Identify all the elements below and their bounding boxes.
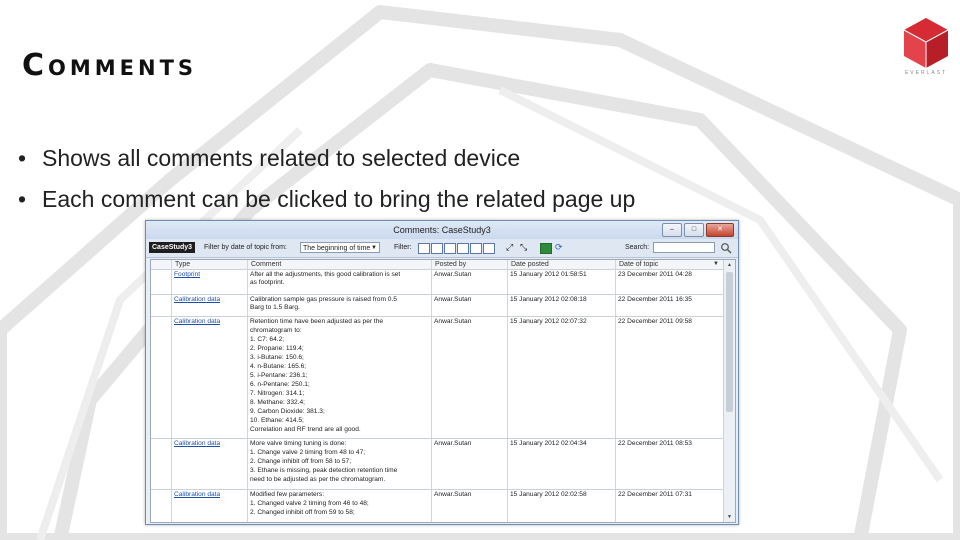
filter-date-value: The beginning of time [303, 245, 371, 252]
table-row[interactable] [151, 490, 723, 522]
filter-type-icon[interactable] [483, 243, 495, 254]
comment-line: 5. i-Pentane: 236.1; [250, 372, 308, 379]
filter-type-icon[interactable] [418, 243, 430, 254]
date-topic: 23 December 2011 04:28 [618, 271, 692, 278]
collapse-icon[interactable]: ⤡ [520, 242, 528, 252]
comment-line: 1. C7: 64.2; [250, 336, 285, 343]
search-label: Search: [625, 244, 650, 251]
comment-line: Modified few parameters: [250, 491, 325, 498]
device-tag: CaseStudy3 [149, 242, 195, 253]
comment-line: After all the adjustments, this good calibration is set [250, 271, 401, 278]
column-header-date-posted[interactable]: Date posted [511, 261, 549, 268]
bullet-dot: • [18, 186, 27, 212]
date-topic: 22 December 2011 09:58 [618, 318, 692, 325]
window-titlebar[interactable] [146, 221, 738, 239]
column-header-posted-by[interactable]: Posted by [435, 261, 467, 268]
comment-line: 8. Methane: 332.4; [250, 399, 305, 406]
comment-line: 2. Changed inhibit off from 59 to 58; [250, 509, 355, 516]
comment-line: 2. Change inhibit off from 58 to 57; [250, 458, 352, 465]
comment-line: 9. Carbon Dioxide: 381.3; [250, 408, 325, 415]
close-button[interactable]: ✕ [706, 223, 734, 237]
comment-line: Correlation and RF trend are all good. [250, 426, 361, 433]
posted-by: Anwar.Sutan [434, 296, 472, 303]
comments-window [145, 220, 739, 525]
date-topic: 22 December 2011 16:35 [618, 296, 692, 303]
bullet-dot: • [18, 145, 27, 171]
excel-export-icon[interactable] [540, 243, 552, 254]
comment-line: Barg to 1.5 Barg. [250, 304, 300, 311]
search-icon[interactable] [720, 242, 732, 254]
type-link[interactable]: Calibration data [174, 440, 221, 447]
scrollbar-thumb[interactable] [726, 272, 733, 412]
filter-label: Filter: [394, 244, 412, 251]
table-row[interactable] [151, 270, 723, 295]
bullet-text: Shows all comments related to selected device [42, 145, 521, 171]
column-header-type[interactable]: Type [175, 261, 191, 268]
search-input[interactable] [653, 242, 715, 253]
column-header-comment[interactable]: Comment [251, 261, 282, 268]
date-posted: 15 January 2012 02:08:18 [510, 296, 587, 303]
expand-icon[interactable]: ⤢ [506, 242, 514, 252]
date-posted: 15 January 2012 02:04:34 [510, 440, 587, 447]
bullet-list [18, 138, 635, 220]
slide-title: Comments [22, 48, 198, 83]
chevron-down-icon: ▼ [371, 245, 377, 251]
table-row[interactable] [151, 439, 723, 490]
type-link[interactable]: Footprint [174, 271, 201, 278]
type-link[interactable]: Calibration data [174, 318, 221, 325]
date-posted: 15 January 2012 02:07:32 [510, 318, 587, 325]
date-posted: 15 January 2012 02:02:58 [510, 491, 587, 498]
filter-date-select[interactable] [300, 242, 380, 253]
comment-line: 7. Nitrogen: 314.1; [250, 390, 305, 397]
comment-line: 1. Change valve 2 timing from 48 to 47; [250, 449, 366, 456]
scroll-up-icon[interactable]: ▲ [727, 262, 732, 268]
bullet-item [18, 179, 635, 220]
logo-text: EVERLAST [904, 70, 948, 76]
minimize-button[interactable]: – [662, 223, 682, 237]
comment-line: 3. i-Butane: 150.6; [250, 354, 304, 361]
type-link[interactable]: Calibration data [174, 296, 221, 303]
bullet-item [18, 138, 635, 179]
table-header [151, 260, 723, 270]
comment-line: chromatogram to: [250, 327, 302, 334]
posted-by: Anwar.Sutan [434, 271, 472, 278]
date-posted: 15 January 2012 01:58:51 [510, 271, 587, 278]
comment-line: 1. Changed valve 2 timing from 46 to 48; [250, 500, 369, 507]
column-header-date-topic[interactable]: Date of topic [619, 261, 659, 268]
scroll-down-icon[interactable]: ▼ [727, 514, 732, 520]
table-row[interactable] [151, 317, 723, 439]
filter-type-icon[interactable] [444, 243, 456, 254]
vertical-scrollbar[interactable] [723, 260, 735, 522]
posted-by: Anwar.Sutan [434, 491, 472, 498]
posted-by: Anwar.Sutan [434, 318, 472, 325]
posted-by: Anwar.Sutan [434, 440, 472, 447]
chevron-down-icon[interactable]: ▼ [713, 261, 719, 267]
filter-date-label: Filter by date of topic from: [204, 244, 287, 251]
date-topic: 22 December 2011 07:31 [618, 491, 692, 498]
type-link[interactable]: Calibration data [174, 491, 221, 498]
window-title: Comments: CaseStudy3 [393, 225, 491, 235]
maximize-button[interactable]: □ [684, 223, 704, 237]
refresh-icon[interactable]: ⟳ [555, 242, 563, 252]
filter-type-icon[interactable] [457, 243, 469, 254]
comment-line: 10. Ethane: 414.5; [250, 417, 304, 424]
comment-line: 2. Propane: 119.4; [250, 345, 304, 352]
bullet-text: Each comment can be clicked to bring the related page up [42, 186, 636, 212]
comment-line: Retention time have been adjusted as per the [250, 318, 384, 325]
comment-line: 4. n-Butane: 165.6; [250, 363, 307, 370]
filter-type-icon[interactable] [431, 243, 443, 254]
comment-line: Calibration sample gas pressure is raised from 0.5 [250, 296, 397, 303]
filter-type-icon[interactable] [470, 243, 482, 254]
comment-line: More valve timing tuning is done: [250, 440, 347, 447]
date-topic: 22 December 2011 08:53 [618, 440, 692, 447]
table-row[interactable] [151, 295, 723, 317]
comment-line: 3. Ethane is missing, peak detection retention time [250, 467, 398, 474]
comments-table [150, 259, 736, 523]
comment-line: need to be adjusted as per the chromatogram. [250, 476, 386, 483]
comment-line: 6. n-Pentane: 250.1; [250, 381, 310, 388]
comment-line: as footprint. [250, 279, 285, 286]
toolbar [146, 239, 738, 258]
